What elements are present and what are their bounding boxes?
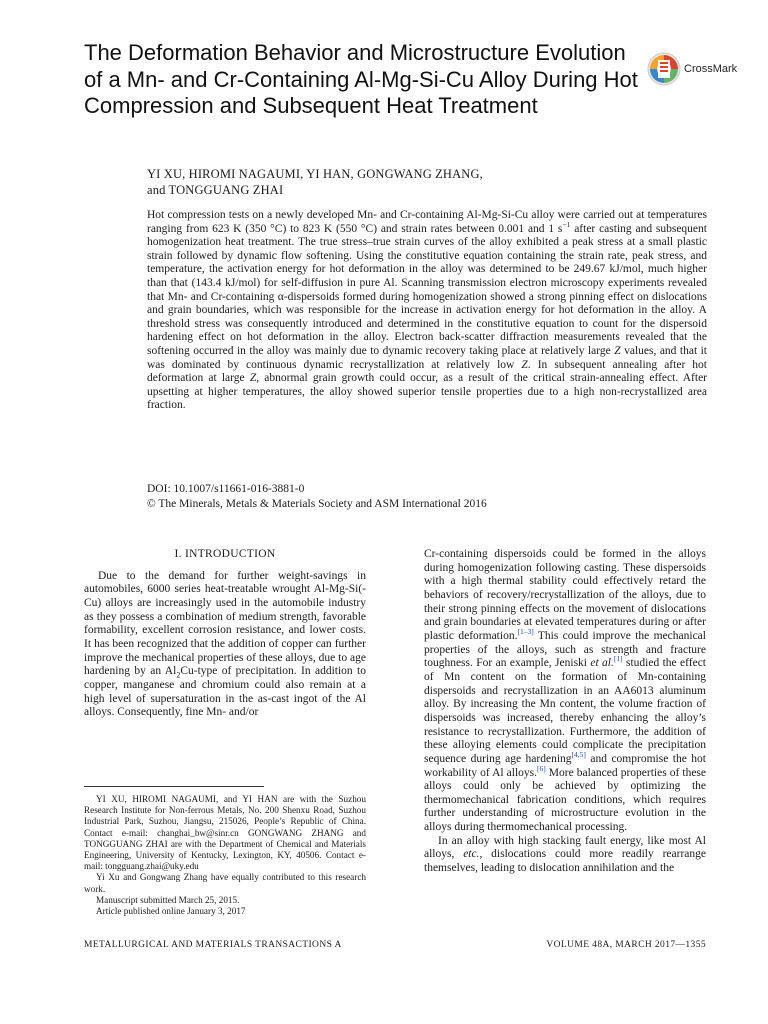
abstract-z-symbol: Z [521, 358, 528, 371]
article-title: The Deformation Behavior and Microstructure Evolution of a Mn- and Cr-Containing Al-Mg-Si-Cu Alloy During Hot Compression and Subsequent Heat Treatment [84, 40, 638, 118]
intro-text: In an alloy with high stacking fault energy, like most Al alloys, [424, 834, 706, 861]
etc: etc. [463, 848, 480, 861]
intro-paragraph-1 [84, 570, 366, 720]
footnote-submitted: Manuscript submitted March 25, 2015. [96, 894, 240, 905]
section-heading-introduction: I. INTRODUCTION [174, 548, 276, 560]
crossmark-icon [647, 52, 681, 86]
abstract-text-2: after casting and subsequent homogenization heat treatment. The true stress–true strain curves of the alloy exhibited a peak stress at a small plastic strain followed by dynamic flow softening. Using the constitutive equation containing the strain rate, peak stress, and temperature, the activation energy for hot deformation in the alloy was determined to be 249.67 kJ/mol, much higher than that (143.4 kJ/mol) for self-diffusion in pure Al. Scanning transmission electron microscopy experiments revealed that Mn- and Cr-containing α-dispersoids formed during homogenization showed a strong pinning effect on dislocations and grain boundaries, which was responsible for the increase in activation energy for hot deformation in the alloy. A threshold stress was consequently introduced and determined in the constitutive equation to count for the dispersoid hardening effect on hot deformation in the alloy. Electron back-scatter diffraction measurements revealed that the softening occurred in the alloy was mainly due to dynamic recovery taking place at relatively large [147, 222, 707, 357]
crossmark-label: CrossMark [684, 63, 738, 75]
abstract-z-symbol: Z [249, 372, 257, 385]
abstract [147, 209, 707, 413]
citation-link[interactable]: [6] [537, 763, 546, 773]
intro-paragraph-2 [424, 835, 706, 876]
abstract-superscript: −1 [562, 219, 571, 229]
doi-block [147, 482, 707, 512]
et-al: et al. [590, 657, 614, 670]
citation-link[interactable]: [1–3] [517, 627, 534, 637]
intro-text: , dislocations could more readily rearrange themselves, leading to dislocation annihilation and the [424, 848, 706, 875]
authors-line-2: and TONGGUANG ZHAI [147, 183, 284, 197]
crossmark-badge[interactable] [647, 52, 737, 86]
citation-link[interactable]: [1] [613, 654, 623, 664]
footnotes [84, 794, 366, 917]
page-footer [84, 940, 706, 950]
authors-line-1: YI XU, HIROMI NAGAUMI, YI HAN, GONGWANG ZHANG, [147, 167, 483, 181]
copyright-line: © The Minerals, Metals & Materials Society and ASM International 2016 [147, 498, 487, 510]
journal-name: METALLURGICAL AND MATERIALS TRANSACTIONS A [84, 940, 342, 950]
volume-page: VOLUME 48A, MARCH 2017—1355 [546, 940, 706, 950]
footnote-contribution: Yi Xu and Gongwang Zhang have equally contributed to this research work. [84, 872, 366, 894]
right-column [424, 548, 706, 876]
footnote-affiliations: YI XU, HIROMI NAGAUMI, and YI HAN are with the Suzhou Research Institute for Non-ferrous Metals, No. 200 Shenxu Road, Suzhou Industrial Park, Suzhou, Jiangsu, 215026, People’s Republic of China. Contact e-mail: changhai_bw@sinr.cn GONGWANG ZHANG and TONGGUANG ZHAI are with the Department of Chemical and Materials Engineering, University of Kentucky, Lexington, KY, 40506. Contact e-mail: tongguang.zhai@uky.edu [84, 794, 366, 872]
author-list [147, 166, 707, 198]
citation-link[interactable]: [4,5] [571, 750, 586, 760]
intro-text: Cr-containing dispersoids could be formed in the alloys during homogenization following casting. These dispersoids with a high thermal stability could effectively retard the behaviors of recovery/recrystallization of the alloys, due to their strong pinning effects on the movement of dislocations and grain boundaries at elevated temperatures during or after plastic deformation. [424, 548, 706, 642]
intro-subscript: 2 [176, 670, 181, 680]
abstract-text-1: Hot compression tests on a newly developed Mn- and Cr-containing Al-Mg-Si-Cu alloy were carried out at temperatures ranging from 623 K (350 °C) to 823 K (550 °C) and strain rates between 0.001 and 1 s [147, 209, 707, 235]
abstract-text-4: . In subsequent annealing after hot deformation at large [147, 358, 708, 385]
abstract-z-symbol: Z [614, 344, 621, 357]
doi-link[interactable]: DOI: 10.1007/s11661-016-3881-0 [147, 483, 305, 495]
intro-text: This could improve the mechanical properties of the alloys, such as strength and fracture toughness. For an example, Jeniski [424, 629, 706, 670]
abstract-text-5: , abnormal grain growth could occur, as a result of the critical strain-annealing effect. After upsetting at higher temperatures, the alloy showed superior tensile properties due to a high non-recrystallized area fraction. [147, 372, 708, 412]
intro-text: Due to the demand for further weight-savings in automobiles, 6000 series heat-treatable wrought Al-Mg-Si(-Cu) alloys are increasingly used in the automobile industry as they possess a combination of medium strength, favorable formability, excellent corrosion resistance, and lower costs. It has been recognized that the addition of copper can further improve the mechanical properties of these alloys, due to age hardening by an Al [84, 569, 366, 678]
intro-text: studied the effect of Mn content on the formation of Mn-containing dispersoids and recrystallization in an AA6013 aluminum alloy. By increasing the Mn content, the volume fraction of dispersoids was increased, thereby enhancing the alloy’s resistance to recrystallization. Furthermore, the addition of these alloying elements could complicate the precipitation sequence during age hardening [424, 657, 706, 765]
left-column [84, 548, 366, 720]
intro-text: Cu-type of precipitation. In addition to copper, manganese and chromium could also remain at a high level of supersaturation in the as-cast ingot of the Al alloys. Consequently, fine Mn- and/or [84, 665, 366, 719]
footnote-published: Article published online January 3, 2017 [96, 906, 246, 917]
intro-paragraph-1-cont [424, 548, 706, 835]
intro-text: and compromise the hot workability of Al alloys. [424, 752, 706, 779]
abstract-text-3: values, and that it was dominated by continuous dynamic recrystallization at relatively low [147, 344, 707, 371]
footnote-divider [84, 786, 264, 787]
intro-text: More balanced properties of these alloys could only be achieved by optimizing the thermomechanical fabrication conditions, which requires further understanding of microstructure evolution in the alloys during thermomechanical processing. [424, 766, 707, 834]
